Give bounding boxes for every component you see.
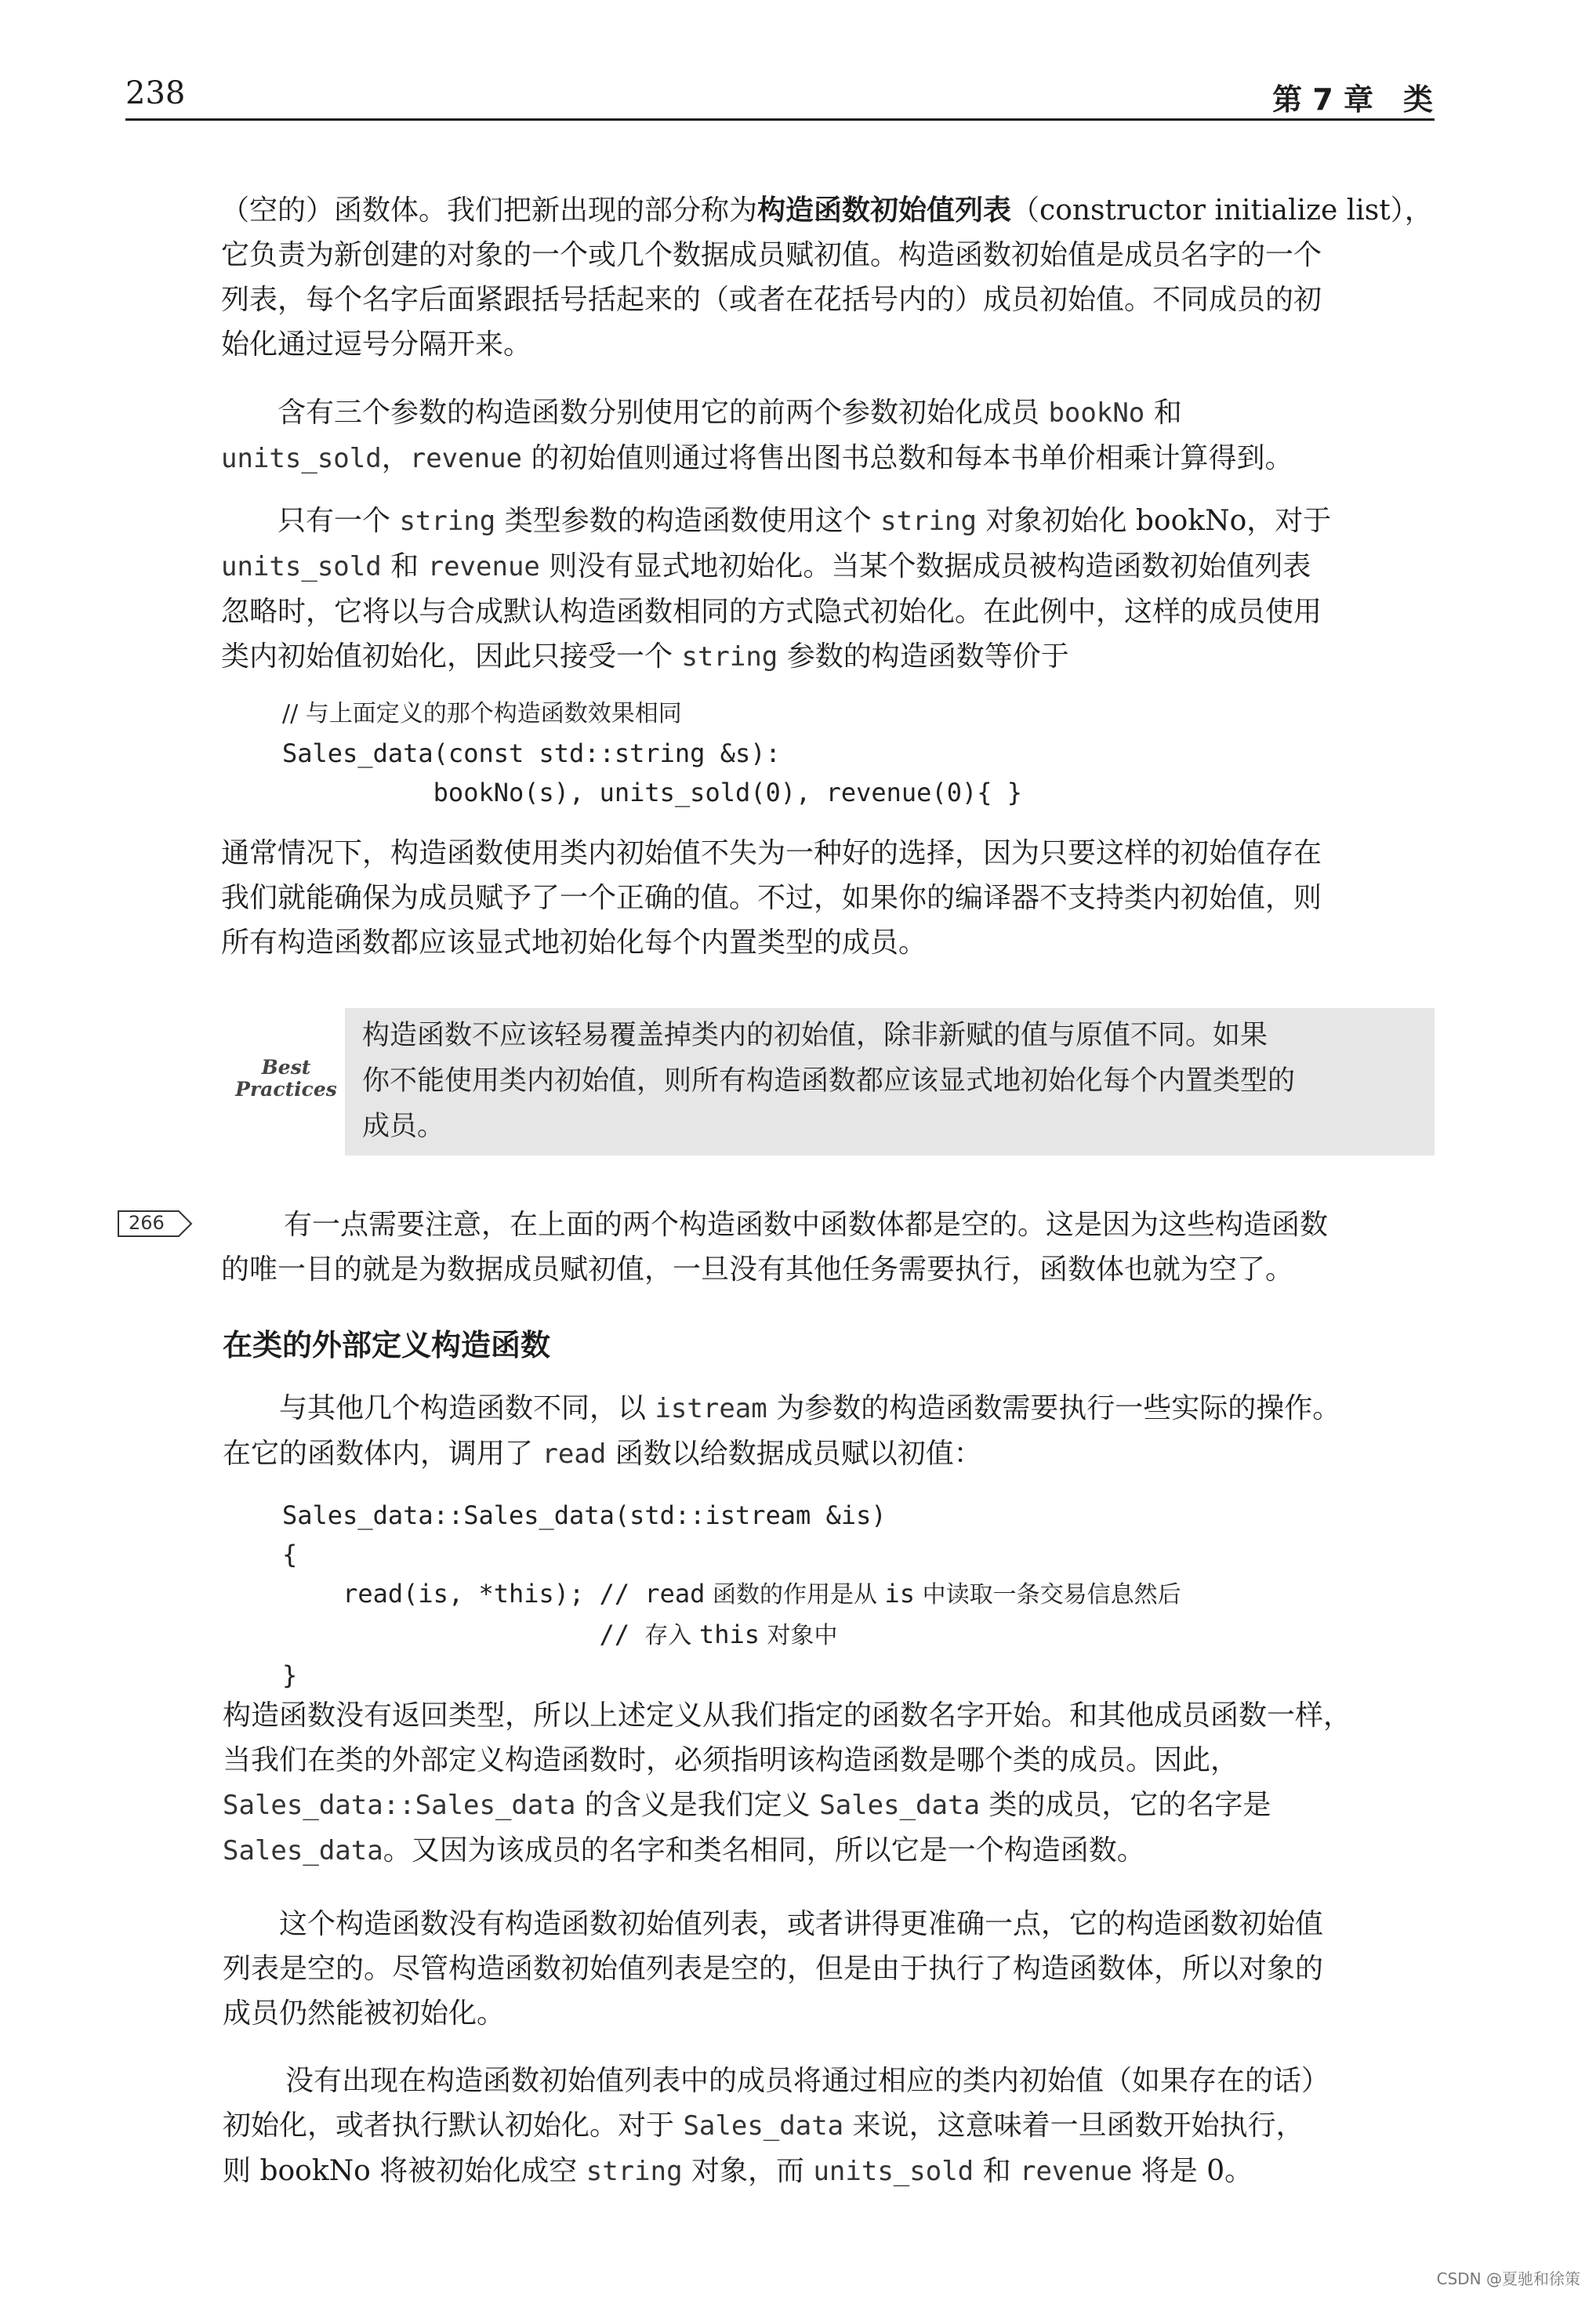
text-line: units_sold，revenue 的初始值则通过将售出图书总数和每本书单价相乘计算得到。 (221, 442, 1293, 474)
chapter-title: 第 7 章 类 (1272, 82, 1433, 117)
paragraph-6 (223, 1386, 1436, 1477)
text-line: 成员。 (362, 1111, 445, 1142)
text-line: 有一点需要注意，在上面的两个构造函数中函数体都是空的。这是因为这些构造函数 (284, 1209, 1329, 1241)
section-heading: 在类的外部定义构造函数 (223, 1328, 551, 1362)
text-line: 初始化，或者执行默认初始化。对于 Sales_data 来说，这意味着一旦函数开始执行， (223, 2110, 1304, 2142)
page-number: 238 (125, 75, 186, 111)
text-line: 忽略时，它将以与合成默认构造函数相同的方式隐式初始化。在此例中，这样的成员使用 (221, 596, 1322, 628)
text-line: 它负责为新创建的对象的一个或几个数据成员赋初值。构造函数初始值是成员名字的一个 (221, 239, 1322, 271)
text-line: 在它的函数体内，调用了 read 函数以给数据成员赋以初值： (223, 1438, 982, 1470)
best-practices-text (362, 1013, 1428, 1149)
text-line: 通常情况下，构造函数使用类内初始值不失为一种好的选择，因为只要这样的初始值存在 (221, 837, 1322, 869)
best-practices-label: Best Practices (235, 1056, 337, 1101)
code-line: read(is, *this); // read 函数的作用是从 is 中读取一条交易信息然后 (282, 1579, 1181, 1609)
text-line: 则 bookNo 将被初始化成空 string 对象，而 units_sold 和 revenue 将是 0。 (223, 2155, 1253, 2187)
text-line: 构造函数没有返回类型，所以上述定义从我们指定的函数名字开始。和其他成员函数一样， (223, 1700, 1352, 1732)
text-line: 与其他几个构造函数不同，以 istream 为参数的构造函数需要执行一些实际的操作。 (279, 1392, 1341, 1424)
text-line: 含有三个参数的构造函数分别使用它的前两个参数初始化成员 bookNo 和 (277, 397, 1182, 429)
code-line: Sales_data(const std::string &s): (282, 738, 781, 768)
paragraph-4 (221, 831, 1435, 965)
paragraph-3 (221, 499, 1435, 680)
text-line: 当我们在类的外部定义构造函数时，必须指明该构造函数是哪个类的成员。因此， (223, 1744, 1239, 1776)
text-line: 始化通过逗号分隔开来。 (221, 328, 532, 361)
code-line: bookNo(s), units_sold(0), revenue(0){ } (282, 778, 1023, 807)
code-line: { (282, 1540, 298, 1569)
code-line: // 存入 this 对象中 (282, 1620, 838, 1649)
text-line: Sales_data。又因为该成员的名字和类名相同，所以它是一个构造函数。 (223, 1834, 1145, 1866)
text-line: 只有一个 string 类型参数的构造函数使用这个 string 对象初始化 bookNo，对于 (277, 505, 1332, 537)
paragraph-7 (223, 1693, 1436, 1874)
code-comment: // 与上面定义的那个构造函数效果相同 (282, 700, 682, 727)
text-line: （空的）函数体。我们把新出现的部分称为构造函数初始值列表（constructor initialize list）， (221, 194, 1433, 227)
text-line: 的唯一目的就是为数据成员赋初值，一旦没有其他任务需要执行，函数体也就为空了。 (221, 1253, 1294, 1286)
code-block-2 (282, 1496, 1181, 1695)
text-line: 你不能使用类内初始值，则所有构造函数都应该显式地初始化每个内置类型的 (362, 1065, 1296, 1097)
text-line: 所有构造函数都应该显式地初始化每个内置类型的成员。 (221, 927, 927, 959)
paragraph-5 (221, 1203, 1435, 1292)
text-line: 列表，每个名字后面紧跟括号括起来的（或者在花括号内的）成员初始值。不同成员的初 (221, 284, 1322, 316)
watermark: CSDN @夏驰和徐策 (1436, 2269, 1580, 2288)
text-line: units_sold 和 revenue 则没有显式地初始化。当某个数据成员被构造函数初始值列表 (221, 550, 1311, 582)
term-constructor-initializer-list: 构造函数初始值列表 (757, 194, 1012, 227)
text-line: Sales_data::Sales_data 的含义是我们定义 Sales_data 类的成员，它的名字是 (223, 1789, 1271, 1821)
code-line: } (282, 1660, 298, 1690)
paragraph-1 (221, 188, 1435, 367)
paragraph-2 (221, 390, 1435, 481)
paragraph-8 (223, 1902, 1436, 2036)
code-block-1 (282, 693, 1022, 812)
margin-page-reference (118, 1210, 193, 1237)
text-line: 构造函数不应该轻易覆盖掉类内的初始值，除非新赋的值与原值不同。如果 (362, 1020, 1268, 1051)
code-line: Sales_data::Sales_data(std::istream &is) (282, 1500, 887, 1530)
text-line: 类内初始值初始化，因此只接受一个 string 参数的构造函数等价于 (221, 640, 1069, 673)
paragraph-9 (223, 2059, 1436, 2194)
text-line: 成员仍然能被初始化。 (223, 1997, 506, 2030)
text-line: 没有出现在构造函数初始值列表中的成员将通过相应的类内初始值（如果存在的话） (285, 2065, 1330, 2097)
text-line: 列表是空的。尽管构造函数初始值列表是空的，但是由于执行了构造函数体，所以对象的 (223, 1953, 1324, 1985)
page-header (125, 75, 1433, 121)
margin-page-number: 266 (129, 1212, 165, 1234)
header-rule (125, 118, 1435, 121)
text-line: 这个构造函数没有构造函数初始值列表，或者讲得更准确一点，它的构造函数初始值 (279, 1908, 1324, 1940)
text-line: 我们就能确保为成员赋予了一个正确的值。不过，如果你的编译器不支持类内初始值，则 (221, 882, 1322, 914)
